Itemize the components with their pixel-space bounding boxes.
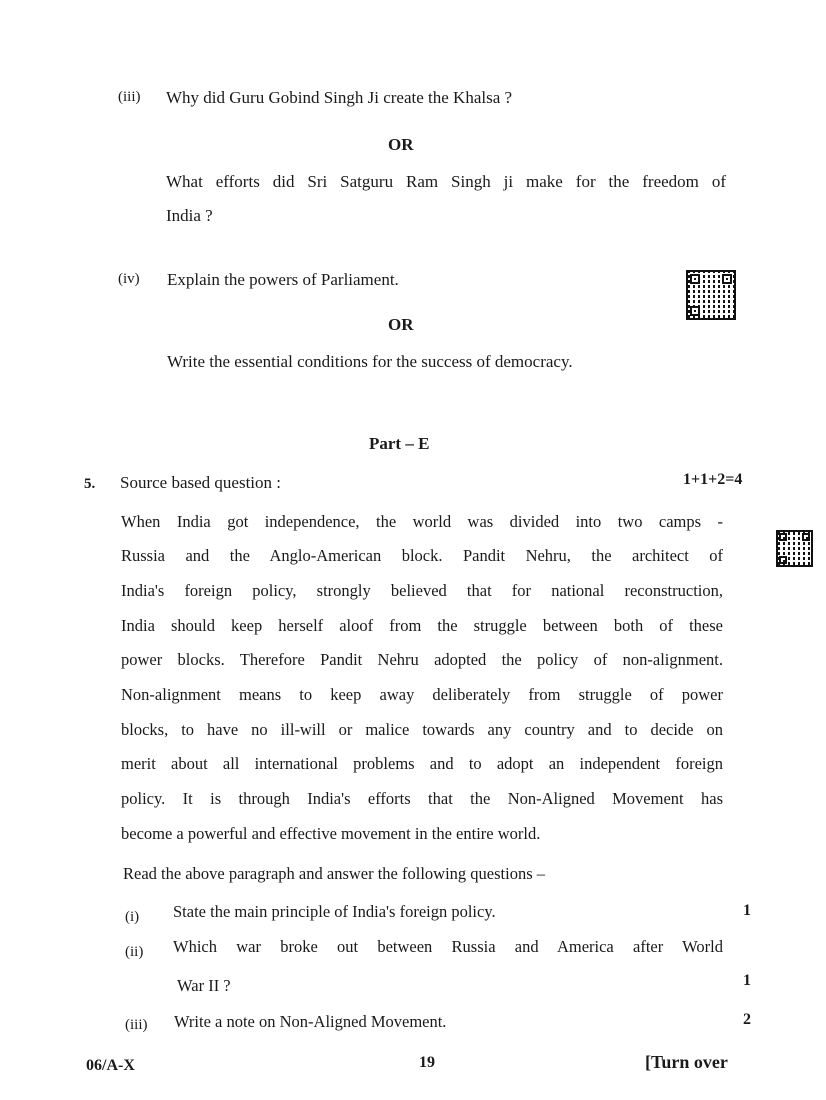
question-number-5: 5. (84, 476, 96, 492)
paper-code: 06/A-X (86, 1057, 135, 1074)
subquestion-number-i: (i) (125, 909, 140, 925)
paragraph-line-5: power blocks. Therefore Pandit Nehru adopted the policy of non-alignment. (121, 650, 723, 669)
question-iii-text: Why did Guru Gobind Singh Ji create the Khalsa ? (166, 88, 513, 107)
subquestion-iii-text: Write a note on Non-Aligned Movement. (174, 1012, 447, 1031)
question-iv-text: Explain the powers of Parliament. (167, 270, 399, 289)
paragraph-line-3: India's foreign policy, strongly believed that for national reconstruction, (121, 581, 723, 600)
or-separator-1: OR (388, 135, 414, 154)
paragraph-line-8: merit about all international problems and to adopt an independent foreign (121, 754, 723, 773)
subquestion-ii-text-continued: War II ? (177, 976, 231, 995)
subquestion-iii-marks: 2 (743, 1011, 751, 1028)
question-iv-alt: Write the essential conditions for the success of democracy. (167, 352, 573, 371)
question-number-iii: (iii) (118, 89, 141, 105)
paragraph-line-7: blocks, to have no ill-will or malice towards any country and to decide on (121, 720, 723, 739)
subquestion-i-text: State the main principle of India's foreign policy. (173, 902, 496, 921)
qr-code-small-icon (776, 530, 813, 567)
paragraph-line-4: India should keep herself aloof from the struggle between both of these (121, 616, 723, 635)
paragraph-line-1: When India got independence, the world was divided into two camps - (121, 512, 723, 531)
subquestion-number-iii: (iii) (125, 1017, 148, 1033)
paragraph-line-9: policy. It is through India's efforts that the Non-Aligned Movement has (121, 789, 723, 808)
paragraph-line-2: Russia and the Anglo-American block. Pandit Nehru, the architect of (121, 546, 723, 565)
question-5-title: Source based question : (120, 473, 281, 492)
question-number-iv: (iv) (118, 271, 140, 287)
or-separator-2: OR (388, 315, 414, 334)
qr-code-icon (686, 270, 736, 320)
paragraph-line-6: Non-alignment means to keep away deliberately from struggle of power (121, 685, 723, 704)
question-iii-alt-line1: What efforts did Sri Satguru Ram Singh ji make for the freedom of (166, 172, 726, 191)
subquestion-ii-text: Which war broke out between Russia and America after World (173, 937, 723, 956)
paragraph-line-10: become a powerful and effective movement in the entire world. (121, 824, 541, 843)
page-number: 19 (419, 1054, 435, 1071)
subquestion-number-ii: (ii) (125, 944, 144, 960)
part-title: Part – E (369, 434, 430, 453)
subquestion-i-marks: 1 (743, 902, 751, 919)
question-5-marks: 1+1+2=4 (683, 471, 743, 488)
subquestion-ii-marks: 1 (743, 972, 751, 989)
question-iii-alt-line2: India ? (166, 206, 213, 225)
turn-over: [Turn over (645, 1052, 728, 1072)
question-5-instruction: Read the above paragraph and answer the following questions – (123, 864, 545, 883)
